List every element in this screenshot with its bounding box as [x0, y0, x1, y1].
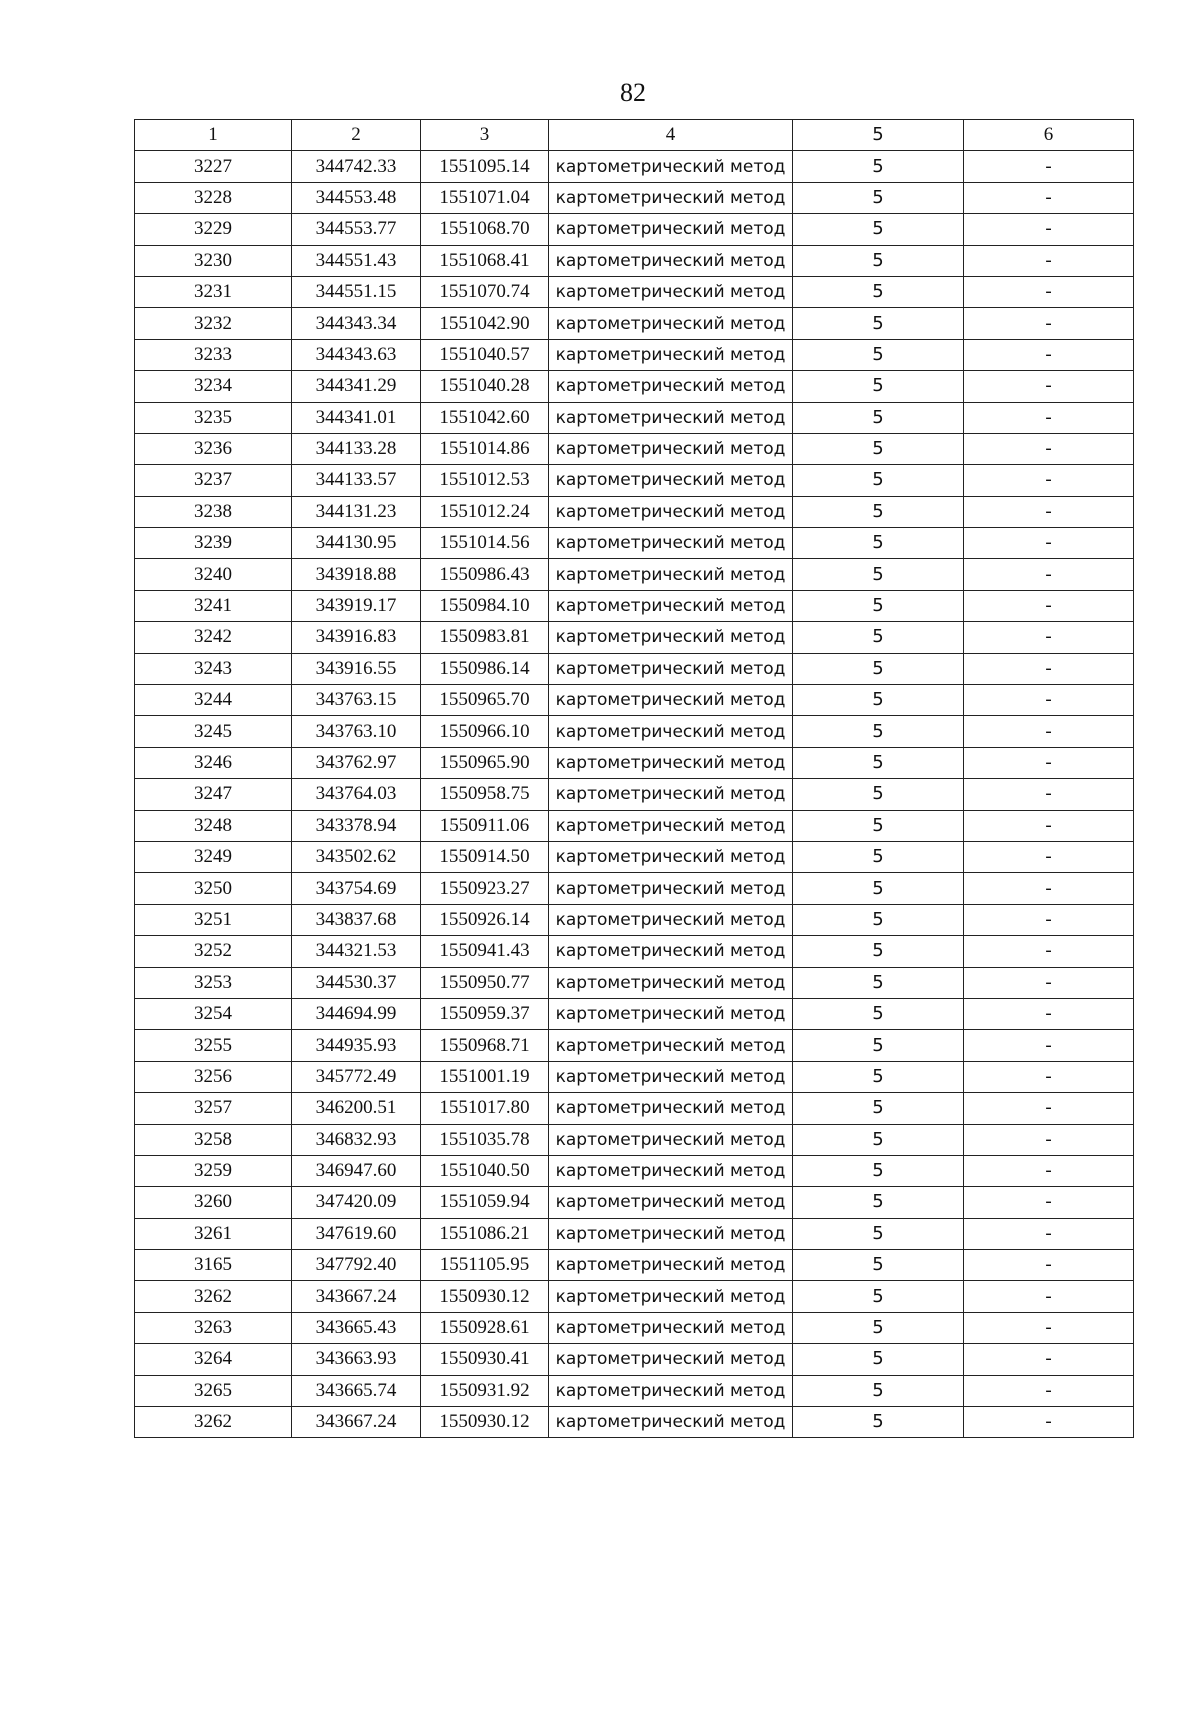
accuracy-cell: 5 — [793, 998, 964, 1029]
table-row — [135, 904, 1134, 935]
point-number-cell: 3248 — [135, 810, 292, 841]
method-cell: картометрический метод — [549, 653, 793, 684]
x-coordinate-cell: 343762.97 — [292, 747, 421, 778]
point-number-cell: 3230 — [135, 245, 292, 276]
notes-cell: - — [964, 1187, 1134, 1218]
accuracy-cell: 5 — [793, 936, 964, 967]
notes-cell: - — [964, 559, 1134, 590]
notes-cell: - — [964, 1030, 1134, 1061]
method-cell: картометрический метод — [549, 151, 793, 182]
x-coordinate-cell: 343754.69 — [292, 873, 421, 904]
column-header-method: 4 — [549, 120, 793, 151]
table-row — [135, 936, 1134, 967]
table-row — [135, 339, 1134, 370]
x-coordinate-cell: 343918.88 — [292, 559, 421, 590]
point-number-cell: 3238 — [135, 496, 292, 527]
accuracy-cell: 5 — [793, 747, 964, 778]
column-header-y: 3 — [421, 120, 549, 151]
accuracy-cell: 5 — [793, 590, 964, 621]
notes-cell: - — [964, 1218, 1134, 1249]
x-coordinate-cell: 344551.15 — [292, 276, 421, 307]
method-cell: картометрический метод — [549, 1312, 793, 1343]
method-cell: картометрический метод — [549, 1407, 793, 1438]
accuracy-cell: 5 — [793, 622, 964, 653]
table-row — [135, 1312, 1134, 1343]
x-coordinate-cell: 344130.95 — [292, 528, 421, 559]
table-row — [135, 433, 1134, 464]
accuracy-cell: 5 — [793, 967, 964, 998]
x-coordinate-cell: 345772.49 — [292, 1061, 421, 1092]
notes-cell: - — [964, 904, 1134, 935]
x-coordinate-cell: 347619.60 — [292, 1218, 421, 1249]
accuracy-cell: 5 — [793, 276, 964, 307]
x-coordinate-cell: 344321.53 — [292, 936, 421, 967]
point-number-cell: 3240 — [135, 559, 292, 590]
notes-cell: - — [964, 747, 1134, 778]
table-row — [135, 747, 1134, 778]
y-coordinate-cell: 1551042.90 — [421, 308, 549, 339]
x-coordinate-cell: 343763.15 — [292, 685, 421, 716]
x-coordinate-cell: 346200.51 — [292, 1093, 421, 1124]
y-coordinate-cell: 1550930.12 — [421, 1281, 549, 1312]
method-cell: картометрический метод — [549, 1061, 793, 1092]
y-coordinate-cell: 1550984.10 — [421, 590, 549, 621]
method-cell: картометрический метод — [549, 967, 793, 998]
table-row — [135, 1093, 1134, 1124]
point-number-cell: 3253 — [135, 967, 292, 998]
accuracy-cell: 5 — [793, 1281, 964, 1312]
table-row — [135, 1344, 1134, 1375]
table-row — [135, 590, 1134, 621]
notes-cell: - — [964, 339, 1134, 370]
table-row — [135, 841, 1134, 872]
notes-cell: - — [964, 622, 1134, 653]
point-number-cell: 3237 — [135, 465, 292, 496]
point-number-cell: 3244 — [135, 685, 292, 716]
notes-cell: - — [964, 1250, 1134, 1281]
y-coordinate-cell: 1551040.28 — [421, 371, 549, 402]
x-coordinate-cell: 343378.94 — [292, 810, 421, 841]
notes-cell: - — [964, 1407, 1134, 1438]
notes-cell: - — [964, 182, 1134, 213]
method-cell: картометрический метод — [549, 747, 793, 778]
table-row — [135, 182, 1134, 213]
table-row — [135, 1375, 1134, 1406]
point-number-cell: 3251 — [135, 904, 292, 935]
x-coordinate-cell: 344553.48 — [292, 182, 421, 213]
table-row — [135, 496, 1134, 527]
point-number-cell: 3229 — [135, 214, 292, 245]
y-coordinate-cell: 1550958.75 — [421, 779, 549, 810]
y-coordinate-cell: 1550986.43 — [421, 559, 549, 590]
x-coordinate-cell: 344341.29 — [292, 371, 421, 402]
x-coordinate-cell: 343667.24 — [292, 1407, 421, 1438]
method-cell: картометрический метод — [549, 873, 793, 904]
method-cell: картометрический метод — [549, 245, 793, 276]
accuracy-cell: 5 — [793, 1187, 964, 1218]
accuracy-cell: 5 — [793, 214, 964, 245]
y-coordinate-cell: 1551012.53 — [421, 465, 549, 496]
x-coordinate-cell: 343916.83 — [292, 622, 421, 653]
y-coordinate-cell: 1551001.19 — [421, 1061, 549, 1092]
table-row — [135, 1155, 1134, 1186]
x-coordinate-cell: 343764.03 — [292, 779, 421, 810]
method-cell: картометрический метод — [549, 1155, 793, 1186]
accuracy-cell: 5 — [793, 528, 964, 559]
point-number-cell: 3255 — [135, 1030, 292, 1061]
notes-cell: - — [964, 528, 1134, 559]
y-coordinate-cell: 1550928.61 — [421, 1312, 549, 1343]
x-coordinate-cell: 344133.57 — [292, 465, 421, 496]
x-coordinate-cell: 343663.93 — [292, 1344, 421, 1375]
y-coordinate-cell: 1550930.41 — [421, 1344, 549, 1375]
point-number-cell: 3228 — [135, 182, 292, 213]
point-number-cell: 3265 — [135, 1375, 292, 1406]
accuracy-cell: 5 — [793, 496, 964, 527]
method-cell: картометрический метод — [549, 214, 793, 245]
method-cell: картометрический метод — [549, 1093, 793, 1124]
y-coordinate-cell: 1550930.12 — [421, 1407, 549, 1438]
accuracy-cell: 5 — [793, 653, 964, 684]
y-coordinate-cell: 1550926.14 — [421, 904, 549, 935]
point-number-cell: 3242 — [135, 622, 292, 653]
point-number-cell: 3247 — [135, 779, 292, 810]
table-row — [135, 308, 1134, 339]
column-header-notes: 6 — [964, 120, 1134, 151]
x-coordinate-cell: 343665.74 — [292, 1375, 421, 1406]
x-coordinate-cell: 344530.37 — [292, 967, 421, 998]
point-number-cell: 3249 — [135, 841, 292, 872]
y-coordinate-cell: 1551014.56 — [421, 528, 549, 559]
point-number-cell: 3262 — [135, 1407, 292, 1438]
point-number-cell: 3256 — [135, 1061, 292, 1092]
x-coordinate-cell: 346832.93 — [292, 1124, 421, 1155]
method-cell: картометрический метод — [549, 339, 793, 370]
method-cell: картометрический метод — [549, 716, 793, 747]
y-coordinate-cell: 1550914.50 — [421, 841, 549, 872]
table-row — [135, 559, 1134, 590]
table-row — [135, 1061, 1134, 1092]
notes-cell: - — [964, 1344, 1134, 1375]
x-coordinate-cell: 344131.23 — [292, 496, 421, 527]
y-coordinate-cell: 1551012.24 — [421, 496, 549, 527]
method-cell: картометрический метод — [549, 308, 793, 339]
notes-cell: - — [964, 214, 1134, 245]
method-cell: картометрический метод — [549, 841, 793, 872]
method-cell: картометрический метод — [549, 1124, 793, 1155]
accuracy-cell: 5 — [793, 810, 964, 841]
x-coordinate-cell: 343837.68 — [292, 904, 421, 935]
point-number-cell: 3263 — [135, 1312, 292, 1343]
notes-cell: - — [964, 276, 1134, 307]
point-number-cell: 3252 — [135, 936, 292, 967]
x-coordinate-cell: 343919.17 — [292, 590, 421, 621]
accuracy-cell: 5 — [793, 841, 964, 872]
accuracy-cell: 5 — [793, 245, 964, 276]
table-header — [135, 120, 1134, 151]
table-body — [135, 151, 1134, 1438]
x-coordinate-cell: 344935.93 — [292, 1030, 421, 1061]
accuracy-cell: 5 — [793, 1061, 964, 1092]
accuracy-cell: 5 — [793, 339, 964, 370]
method-cell: картометрический метод — [549, 1250, 793, 1281]
y-coordinate-cell: 1550941.43 — [421, 936, 549, 967]
accuracy-cell: 5 — [793, 1124, 964, 1155]
table-row — [135, 214, 1134, 245]
notes-cell: - — [964, 308, 1134, 339]
table-row — [135, 1187, 1134, 1218]
y-coordinate-cell: 1551042.60 — [421, 402, 549, 433]
accuracy-cell: 5 — [793, 308, 964, 339]
method-cell: картометрический метод — [549, 276, 793, 307]
accuracy-cell: 5 — [793, 151, 964, 182]
method-cell: картометрический метод — [549, 1344, 793, 1375]
point-number-cell: 3259 — [135, 1155, 292, 1186]
table-row — [135, 151, 1134, 182]
y-coordinate-cell: 1550968.71 — [421, 1030, 549, 1061]
coordinates-table — [134, 119, 1134, 1438]
accuracy-cell: 5 — [793, 685, 964, 716]
accuracy-cell: 5 — [793, 1030, 964, 1061]
x-coordinate-cell: 344343.63 — [292, 339, 421, 370]
accuracy-cell: 5 — [793, 465, 964, 496]
notes-cell: - — [964, 402, 1134, 433]
x-coordinate-cell: 343916.55 — [292, 653, 421, 684]
accuracy-cell: 5 — [793, 182, 964, 213]
table-row — [135, 998, 1134, 1029]
accuracy-cell: 5 — [793, 1312, 964, 1343]
point-number-cell: 3250 — [135, 873, 292, 904]
method-cell: картометрический метод — [549, 528, 793, 559]
table-row — [135, 967, 1134, 998]
x-coordinate-cell: 344694.99 — [292, 998, 421, 1029]
notes-cell: - — [964, 245, 1134, 276]
x-coordinate-cell: 344742.33 — [292, 151, 421, 182]
accuracy-cell: 5 — [793, 1250, 964, 1281]
table-row — [135, 1218, 1134, 1249]
table-row — [135, 1250, 1134, 1281]
y-coordinate-cell: 1551068.41 — [421, 245, 549, 276]
accuracy-cell: 5 — [793, 1344, 964, 1375]
x-coordinate-cell: 343665.43 — [292, 1312, 421, 1343]
method-cell: картометрический метод — [549, 1281, 793, 1312]
point-number-cell: 3234 — [135, 371, 292, 402]
table-row — [135, 779, 1134, 810]
y-coordinate-cell: 1550986.14 — [421, 653, 549, 684]
notes-cell: - — [964, 998, 1134, 1029]
y-coordinate-cell: 1550966.10 — [421, 716, 549, 747]
table-row — [135, 653, 1134, 684]
point-number-cell: 3239 — [135, 528, 292, 559]
x-coordinate-cell: 343667.24 — [292, 1281, 421, 1312]
notes-cell: - — [964, 1281, 1134, 1312]
y-coordinate-cell: 1550931.92 — [421, 1375, 549, 1406]
notes-cell: - — [964, 653, 1134, 684]
point-number-cell: 3241 — [135, 590, 292, 621]
y-coordinate-cell: 1551068.70 — [421, 214, 549, 245]
method-cell: картометрический метод — [549, 1375, 793, 1406]
table-row — [135, 371, 1134, 402]
method-cell: картометрический метод — [549, 998, 793, 1029]
method-cell: картометрический метод — [549, 1187, 793, 1218]
table-row — [135, 528, 1134, 559]
table-row — [135, 465, 1134, 496]
y-coordinate-cell: 1551014.86 — [421, 433, 549, 464]
notes-cell: - — [964, 810, 1134, 841]
point-number-cell: 3260 — [135, 1187, 292, 1218]
accuracy-cell: 5 — [793, 1407, 964, 1438]
accuracy-cell: 5 — [793, 559, 964, 590]
method-cell: картометрический метод — [549, 685, 793, 716]
y-coordinate-cell: 1551035.78 — [421, 1124, 549, 1155]
method-cell: картометрический метод — [549, 496, 793, 527]
point-number-cell: 3233 — [135, 339, 292, 370]
notes-cell: - — [964, 685, 1134, 716]
x-coordinate-cell: 347420.09 — [292, 1187, 421, 1218]
notes-cell: - — [964, 1093, 1134, 1124]
y-coordinate-cell: 1551086.21 — [421, 1218, 549, 1249]
notes-cell: - — [964, 1312, 1134, 1343]
accuracy-cell: 5 — [793, 371, 964, 402]
x-coordinate-cell: 344553.77 — [292, 214, 421, 245]
y-coordinate-cell: 1551095.14 — [421, 151, 549, 182]
notes-cell: - — [964, 590, 1134, 621]
notes-cell: - — [964, 1061, 1134, 1092]
table-row — [135, 716, 1134, 747]
notes-cell: - — [964, 433, 1134, 464]
y-coordinate-cell: 1551070.74 — [421, 276, 549, 307]
table-row — [135, 622, 1134, 653]
table-row — [135, 402, 1134, 433]
x-coordinate-cell: 346947.60 — [292, 1155, 421, 1186]
y-coordinate-cell: 1550965.70 — [421, 685, 549, 716]
accuracy-cell: 5 — [793, 402, 964, 433]
method-cell: картометрический метод — [549, 1218, 793, 1249]
accuracy-cell: 5 — [793, 1093, 964, 1124]
method-cell: картометрический метод — [549, 936, 793, 967]
column-header-point-number: 1 — [135, 120, 292, 151]
method-cell: картометрический метод — [549, 622, 793, 653]
point-number-cell: 3257 — [135, 1093, 292, 1124]
notes-cell: - — [964, 716, 1134, 747]
point-number-cell: 3235 — [135, 402, 292, 433]
point-number-cell: 3258 — [135, 1124, 292, 1155]
table-row — [135, 245, 1134, 276]
x-coordinate-cell: 344341.01 — [292, 402, 421, 433]
header-row — [135, 120, 1134, 151]
accuracy-cell: 5 — [793, 904, 964, 935]
y-coordinate-cell: 1550950.77 — [421, 967, 549, 998]
table-row — [135, 276, 1134, 307]
method-cell: картометрический метод — [549, 433, 793, 464]
x-coordinate-cell: 343763.10 — [292, 716, 421, 747]
notes-cell: - — [964, 496, 1134, 527]
x-coordinate-cell: 344133.28 — [292, 433, 421, 464]
y-coordinate-cell: 1550959.37 — [421, 998, 549, 1029]
y-coordinate-cell: 1550911.06 — [421, 810, 549, 841]
accuracy-cell: 5 — [793, 1155, 964, 1186]
table-row — [135, 873, 1134, 904]
page-number: 82 — [620, 78, 646, 107]
notes-cell: - — [964, 1124, 1134, 1155]
x-coordinate-cell: 344551.43 — [292, 245, 421, 276]
point-number-cell: 3246 — [135, 747, 292, 778]
notes-cell: - — [964, 151, 1134, 182]
y-coordinate-cell: 1551017.80 — [421, 1093, 549, 1124]
point-number-cell: 3254 — [135, 998, 292, 1029]
y-coordinate-cell: 1550923.27 — [421, 873, 549, 904]
notes-cell: - — [964, 465, 1134, 496]
table-row — [135, 1407, 1134, 1438]
y-coordinate-cell: 1551071.04 — [421, 182, 549, 213]
y-coordinate-cell: 1550983.81 — [421, 622, 549, 653]
accuracy-cell: 5 — [793, 716, 964, 747]
table-row — [135, 1124, 1134, 1155]
y-coordinate-cell: 1551040.50 — [421, 1155, 549, 1186]
y-coordinate-cell: 1550965.90 — [421, 747, 549, 778]
x-coordinate-cell: 344343.34 — [292, 308, 421, 339]
notes-cell: - — [964, 841, 1134, 872]
y-coordinate-cell: 1551059.94 — [421, 1187, 549, 1218]
notes-cell: - — [964, 1155, 1134, 1186]
method-cell: картометрический метод — [549, 402, 793, 433]
method-cell: картометрический метод — [549, 371, 793, 402]
point-number-cell: 3261 — [135, 1218, 292, 1249]
notes-cell: - — [964, 967, 1134, 998]
point-number-cell: 3243 — [135, 653, 292, 684]
accuracy-cell: 5 — [793, 1375, 964, 1406]
notes-cell: - — [964, 779, 1134, 810]
x-coordinate-cell: 343502.62 — [292, 841, 421, 872]
table-row — [135, 1030, 1134, 1061]
method-cell: картометрический метод — [549, 559, 793, 590]
notes-cell: - — [964, 371, 1134, 402]
y-coordinate-cell: 1551040.57 — [421, 339, 549, 370]
table-row — [135, 685, 1134, 716]
method-cell: картометрический метод — [549, 779, 793, 810]
point-number-cell: 3165 — [135, 1250, 292, 1281]
method-cell: картометрический метод — [549, 590, 793, 621]
point-number-cell: 3236 — [135, 433, 292, 464]
point-number-cell: 3245 — [135, 716, 292, 747]
column-header-x: 2 — [292, 120, 421, 151]
method-cell: картометрический метод — [549, 182, 793, 213]
point-number-cell: 3227 — [135, 151, 292, 182]
notes-cell: - — [964, 873, 1134, 904]
method-cell: картометрический метод — [549, 810, 793, 841]
notes-cell: - — [964, 936, 1134, 967]
point-number-cell: 3232 — [135, 308, 292, 339]
table-row — [135, 810, 1134, 841]
method-cell: картометрический метод — [549, 465, 793, 496]
x-coordinate-cell: 347792.40 — [292, 1250, 421, 1281]
point-number-cell: 3262 — [135, 1281, 292, 1312]
table-row — [135, 1281, 1134, 1312]
accuracy-cell: 5 — [793, 779, 964, 810]
accuracy-cell: 5 — [793, 433, 964, 464]
column-header-accuracy: 5 — [793, 120, 964, 151]
y-coordinate-cell: 1551105.95 — [421, 1250, 549, 1281]
point-number-cell: 3231 — [135, 276, 292, 307]
accuracy-cell: 5 — [793, 873, 964, 904]
point-number-cell: 3264 — [135, 1344, 292, 1375]
accuracy-cell: 5 — [793, 1218, 964, 1249]
method-cell: картометрический метод — [549, 904, 793, 935]
notes-cell: - — [964, 1375, 1134, 1406]
method-cell: картометрический метод — [549, 1030, 793, 1061]
